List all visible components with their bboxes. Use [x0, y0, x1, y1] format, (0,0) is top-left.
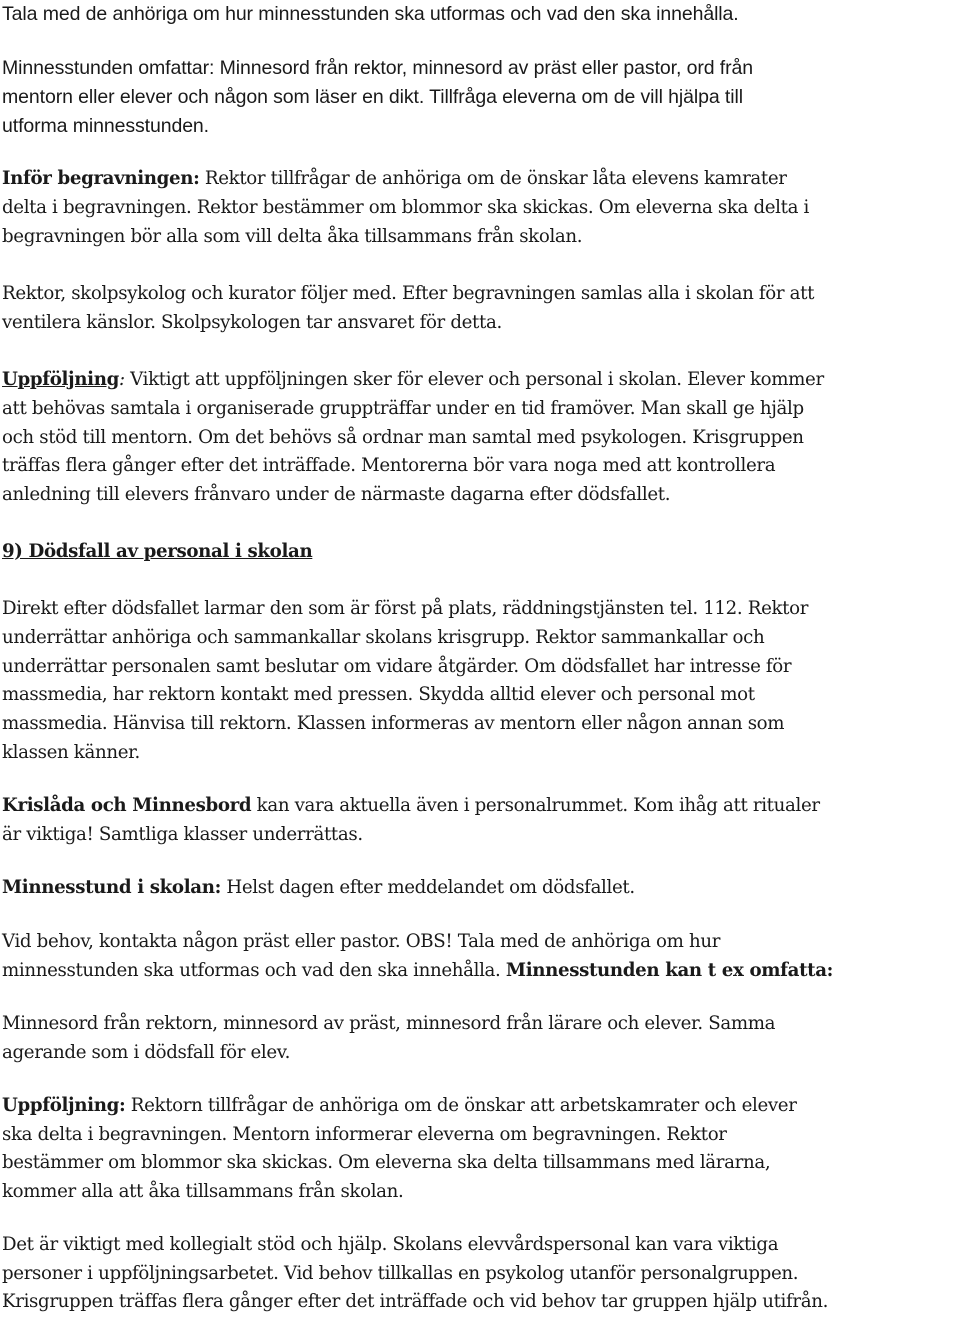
text-line	[2, 821, 363, 849]
line-text: och stöd till mentorn. Om det behövs så ordnar man samtal med psykologen. Krisgruppen	[2, 427, 804, 448]
line-text: Viktigt att uppföljningen sker för elever och personal i skolan. Elever kommer	[124, 369, 824, 390]
line-text: minnesstunden ska utformas och vad den ska innehålla.	[2, 960, 506, 981]
text-line	[2, 194, 809, 222]
text-line	[2, 792, 820, 820]
line-text: Krisgruppen träffas flera gånger efter det inträffade och vid behov tar gruppen hjälp utifrån.	[2, 1291, 829, 1312]
line-text: begravningen bör alla som vill delta åka tillsammans från skolan.	[2, 226, 583, 247]
text-line	[2, 1260, 798, 1288]
text-line	[2, 452, 775, 480]
text-line	[2, 1121, 727, 1149]
text-line	[2, 1288, 828, 1316]
text-line	[2, 681, 755, 709]
line-text: underrättar personalen samt beslutar om vidare åtgärder. Om dödsfallet har intresse för	[2, 656, 792, 677]
line-text: ska delta i begravningen. Mentorn informerar eleverna om begravningen. Rektor	[2, 1124, 727, 1145]
line-text: agerande som i dödsfall för elev.	[2, 1042, 291, 1063]
line-text: Rektorn tillfrågar de anhöriga om de önskar att arbetskamrater och elever	[125, 1095, 797, 1116]
line-text: Rektor, skolpsykolog och kurator följer med. Efter begravningen samlas alla i skolan för att	[2, 283, 815, 304]
heading-text: 9) Dödsfall av personal i skolan	[2, 541, 313, 562]
paragraph-label: Minnesstund i skolan:	[2, 877, 221, 898]
text-line	[2, 928, 720, 956]
line-text: utforma minnesstunden.	[2, 115, 209, 137]
line-text: massmedia, har rektorn kontakt med pressen. Skydda alltid elever och personal mot	[2, 684, 755, 705]
line-text: kan vara aktuella även i personalrummet. Kom ihåg att ritualer	[251, 795, 820, 816]
text-line	[2, 1149, 770, 1177]
line-text: Minnesord från rektorn, minnesord av präst, minnesord från lärare och elever. Samma	[2, 1013, 776, 1034]
text-line	[2, 0, 739, 28]
paragraph-label: Uppföljning	[2, 369, 119, 390]
text-line	[2, 481, 670, 509]
text-line	[2, 957, 833, 985]
text-line	[2, 165, 787, 193]
text-line	[2, 1092, 797, 1120]
paragraph-label: Inför begravningen:	[2, 168, 200, 189]
text-line	[2, 624, 764, 652]
text-line	[2, 309, 502, 337]
text-line	[2, 1231, 778, 1259]
line-text: är viktiga! Samtliga klasser underrättas.	[2, 824, 363, 845]
bold-phrase: Minnesstunden kan t ex omfatta:	[505, 960, 833, 981]
line-text: att behövas samtala i organiserade gruppträffar under en tid framöver. Man skall ge hjälp	[2, 398, 804, 419]
text-line	[2, 424, 804, 452]
text-line	[2, 1010, 775, 1038]
line-text: anledning till elevers frånvaro under de närmaste dagarna efter dödsfallet.	[2, 484, 671, 505]
text-line	[2, 874, 635, 902]
line-text: underrättar anhöriga och sammankallar skolans krisgrupp. Rektor sammankallar och	[2, 627, 765, 648]
line-text: massmedia. Hänvisa till rektorn. Klassen informeras av mentorn eller någon annan som	[2, 713, 785, 734]
text-line	[2, 366, 824, 394]
text-line	[2, 112, 209, 140]
text-line	[2, 1178, 403, 1206]
line-text: personer i uppföljningsarbetet. Vid behov tillkallas en psykolog utanför personalgruppen.	[2, 1263, 799, 1284]
line-text: Tala med de anhöriga om hur minnesstunden ska utformas och vad den ska innehålla.	[2, 3, 739, 25]
text-line	[2, 653, 791, 681]
label-colon: :	[118, 369, 125, 390]
line-text: delta i begravningen. Rektor bestämmer om blommor ska skickas. Om eleverna ska delta i	[2, 197, 809, 218]
paragraph-label: Uppföljning:	[2, 1095, 126, 1116]
text-line	[2, 1039, 290, 1067]
line-text: bestämmer om blommor ska skickas. Om eleverna ska delta tillsammans med lärarna,	[2, 1152, 771, 1173]
text-line	[2, 223, 582, 251]
paragraph-label: Krislåda och Minnesbord	[2, 795, 252, 816]
line-text: Det är viktigt med kollegialt stöd och hjälp. Skolans elevvårdspersonal kan vara viktiga	[2, 1234, 779, 1255]
line-text: Helst dagen efter meddelandet om dödsfallet.	[220, 877, 635, 898]
text-line	[2, 280, 814, 308]
line-text: klassen känner.	[2, 742, 140, 763]
line-text: träffas flera gånger efter det inträffade. Mentorerna bör vara noga med att kontrollera	[2, 455, 776, 476]
text-line	[2, 54, 753, 82]
section-heading	[2, 538, 312, 566]
line-text: Rektor tillfrågar de anhöriga om de önskar låta elevens kamrater	[199, 168, 787, 189]
text-line	[2, 595, 808, 623]
line-text: Minnesstunden omfattar: Minnesord från rektor, minnesord av präst eller pastor, ord från	[2, 57, 753, 79]
line-text: Vid behov, kontakta någon präst eller pastor. OBS! Tala med de anhöriga om hur	[2, 931, 721, 952]
text-line	[2, 395, 804, 423]
text-line	[2, 83, 743, 111]
text-line	[2, 710, 784, 738]
line-text: mentorn eller elever och någon som läser en dikt. Tillfråga eleverna om de vill hjälpa till	[2, 86, 743, 108]
line-text: kommer alla att åka tillsammans från skolan.	[2, 1181, 404, 1202]
line-text: ventilera känslor. Skolpsykologen tar ansvaret för detta.	[2, 312, 502, 333]
text-line	[2, 739, 140, 767]
line-text: Direkt efter dödsfallet larmar den som är först på plats, räddningstjänsten tel. 112. Rektor	[2, 598, 809, 619]
